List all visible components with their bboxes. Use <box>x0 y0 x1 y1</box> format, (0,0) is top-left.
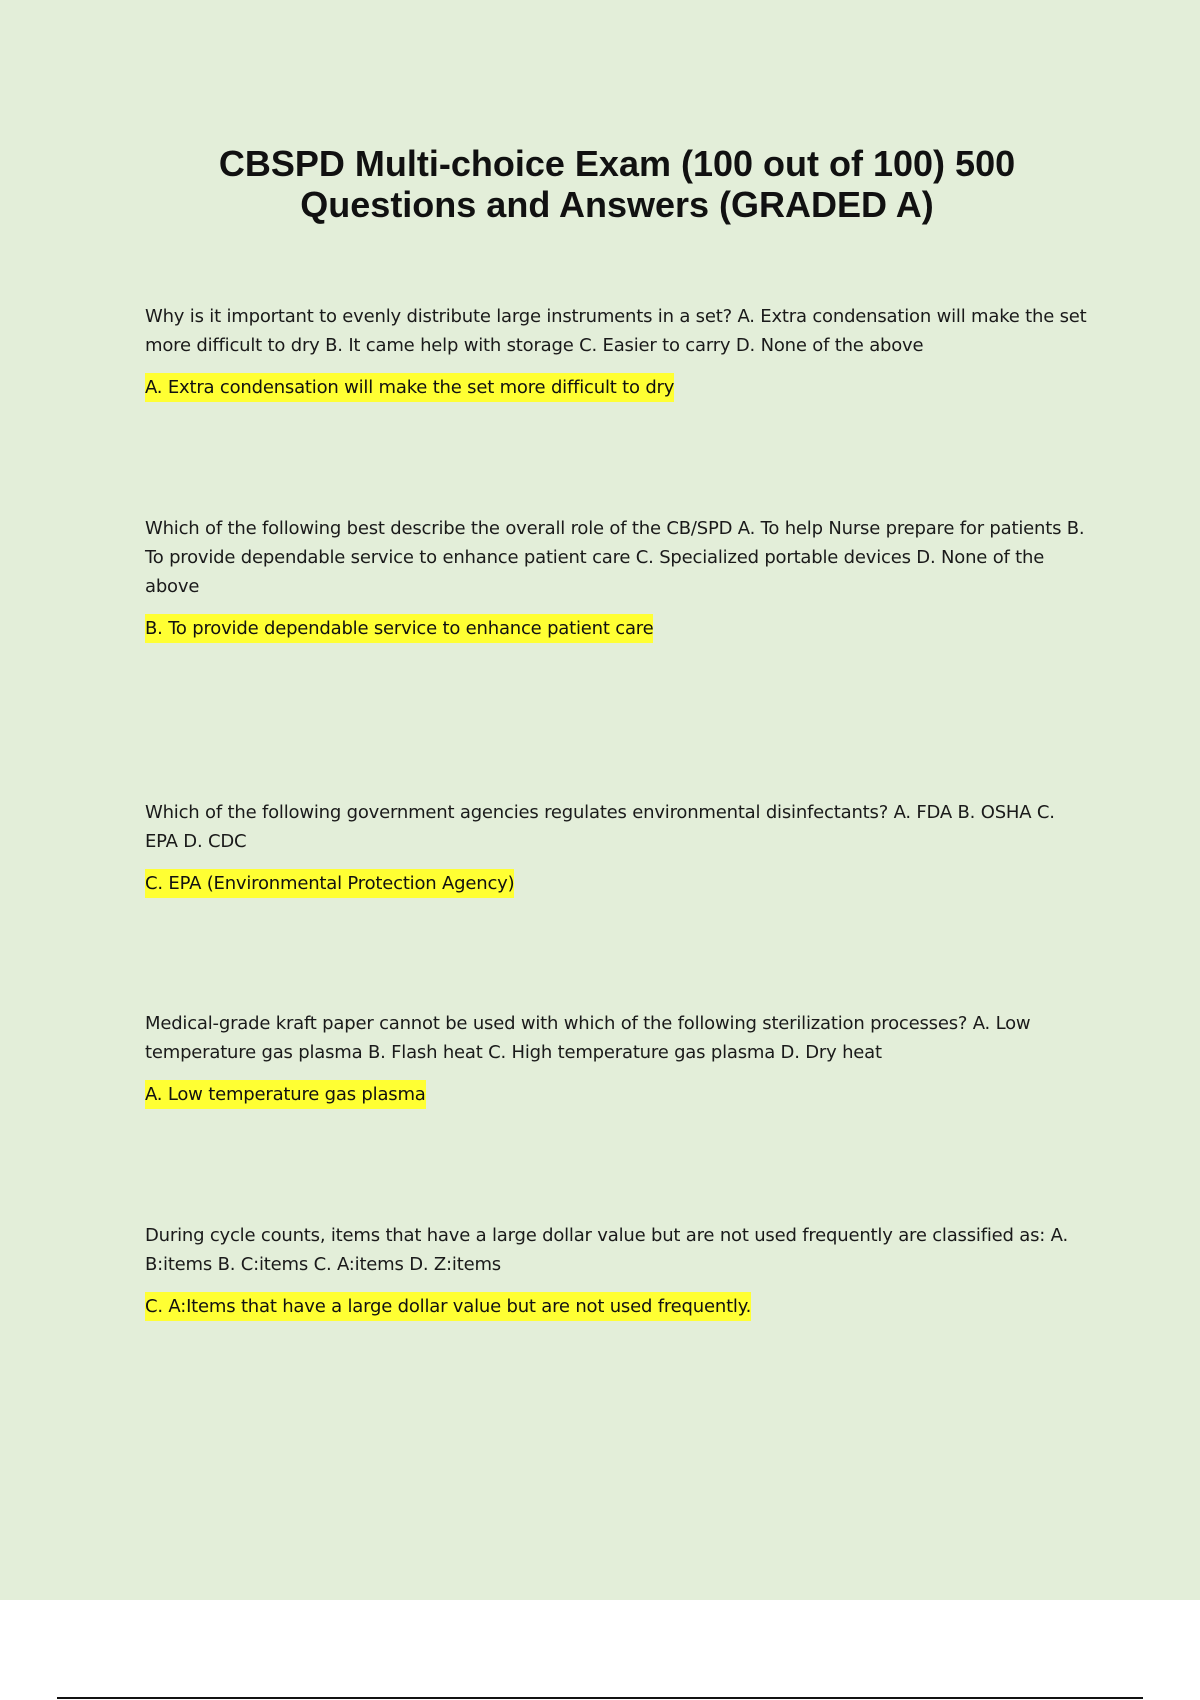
qa-item-5 <box>145 1221 1090 1321</box>
question-text: During cycle counts, items that have a large dollar value but are not used frequently are classified as: A. B:items B. C:items C. A:items D. Z:items <box>145 1225 1068 1275</box>
qa-item-2 <box>145 514 1090 643</box>
question-text: Why is it important to evenly distribute large instruments in a set? A. Extra condensation will make the set more difficult to dry B. It came help with storage C. Easier to carry D. None of the above <box>145 306 1087 356</box>
qa-item-4 <box>145 1009 1090 1109</box>
qa-item-3 <box>145 798 1090 898</box>
question-text: Which of the following government agencies regulates environmental disinfectants? A. FDA B. OSHA C. EPA D. CDC <box>145 802 1055 852</box>
answer-highlight: C. EPA (Environmental Protection Agency) <box>145 869 514 898</box>
question-text: Medical-grade kraft paper cannot be used with which of the following sterilization processes? A. Low temperature gas plasma B. Flash heat C. High temperature gas plasma D. Dry heat <box>145 1013 1031 1063</box>
document-title <box>0 143 1200 225</box>
title-line-1: CBSPD Multi-choice Exam (100 out of 100) 500 <box>218 143 1016 184</box>
title-line-2: Questions and Answers (GRADED A) <box>300 184 934 225</box>
answer-highlight: A. Low temperature gas plasma <box>145 1080 426 1109</box>
answer-highlight: A. Extra condensation will make the set more difficult to dry <box>145 373 674 402</box>
answer-highlight: B. To provide dependable service to enhance patient care <box>145 614 653 643</box>
qa-item-1 <box>145 302 1090 402</box>
answer-highlight: C. A:Items that have a large dollar value but are not used frequently. <box>145 1292 751 1321</box>
page-bottom-rule <box>57 1697 1143 1699</box>
question-text: Which of the following best describe the overall role of the CB/SPD A. To help Nurse prepare for patients B. To provide dependable service to enhance patient care C. Specialized portable devices D. None of the above <box>145 518 1085 597</box>
